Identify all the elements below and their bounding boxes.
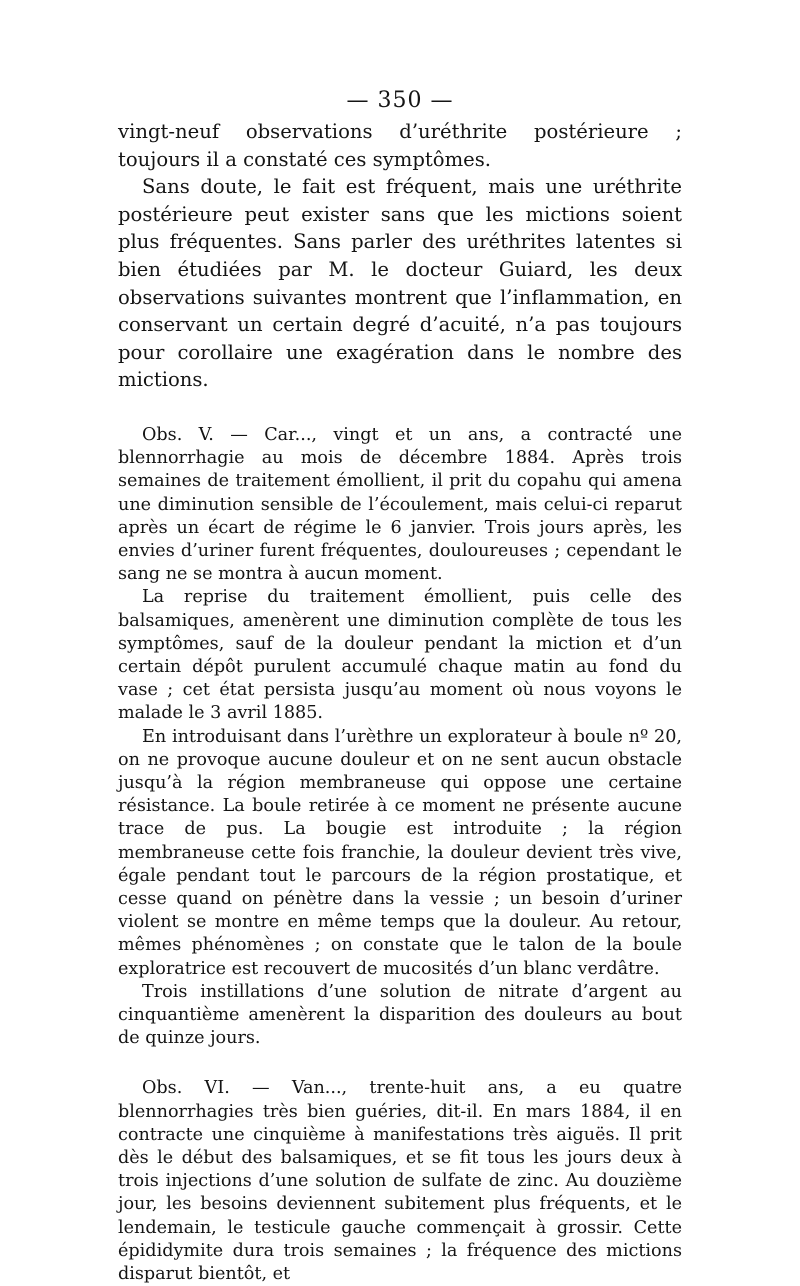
book-page	[118, 86, 682, 1286]
section-spacer	[118, 394, 682, 424]
paragraph-intro: Sans doute, le fait est fréquent, mais une uréthrite postérieure peut exister sans que les mictions soient plus fréquentes. Sans parler des uréthrites latentes si bien étudiées par M. le docteur Guiard, les deux observations suivantes montrent que l’inflammation, en conservant un certain degré d’acuité, n’a pas toujours pour corollaire une exagération dans le nombre des mictions.	[118, 175, 682, 392]
observation-5-paragraph-3: En introduisant dans l’urèthre un explorateur à boule nº 20, on ne provoque aucune douleur et on ne sent aucun obstacle jusqu’à la région membraneuse qui oppose une certaine résistance. La boule retirée à ce moment ne présente aucune trace de pus. La bougie est introduite ; la région membraneuse cette fois franchie, la douleur devient très vive, égale pendant tout le parcours de la région prostatique, et cesse quand on pénètre dans la vessie ; un besoin d’uriner violent se montre en même temps que la douleur. Au retour, mêmes phénomènes ; on constate que le talon de la boule exploratrice est recouvert de mucosités d’un blanc verdâtre.	[118, 726, 682, 979]
paragraph-continuation: vingt-neuf observations d’uréthrite postérieure ; toujours il a constaté ces symptômes.	[118, 120, 682, 171]
section-spacer	[118, 1050, 682, 1077]
observation-6	[118, 1077, 682, 1286]
observation-5-paragraph-2: La reprise du traitement émollient, puis celle des balsamiques, amenèrent une diminution complète de tous les symptômes, sauf de la douleur pendant la miction et d’un certain dépôt purulent accumulé chaque matin au fond du vase ; cet état persista jusqu’au moment où nous voyons le malade le 3 avril 1885.	[118, 587, 682, 724]
observation-5	[118, 424, 682, 1050]
observation-6-paragraph-1: Obs. VI. — Van..., trente-huit ans, a eu quatre blennorrhagies très bien guéries, dit-il. En mars 1884, il en contracte une cinquième à manifestations très aiguës. Il prit dès le début des balsamiques, et se fit tous les jours deux à trois injections d’une solution de sulfate de zinc. Au douzième jour, les besoins deviennent subitement plus fréquents, et le lendemain, le testicule gauche commençait à grossir. Cette épididymite dura trois semaines ; la fréquence des mictions disparut bientôt, et	[118, 1078, 682, 1285]
observation-5-paragraph-1: Obs. V. — Car..., vingt et un ans, a contracté une blennorrhagie au mois de décembre 1884. Après trois semaines de traitement émollient, il prit du copahu qui amena une diminution sensible de l’écoulement, mais celui-ci reparut après un écart de régime le 6 janvier. Trois jours après, les envies d’uriner furent fréquentes, douloureuses ; cependant le sang ne se montra à aucun moment.	[118, 424, 682, 585]
observation-5-paragraph-4: Trois instillations d’une solution de nitrate d’argent au cinquantième amenèrent la disparition des douleurs au bout de quinze jours.	[118, 981, 682, 1049]
page-number: — 350 —	[346, 88, 454, 113]
